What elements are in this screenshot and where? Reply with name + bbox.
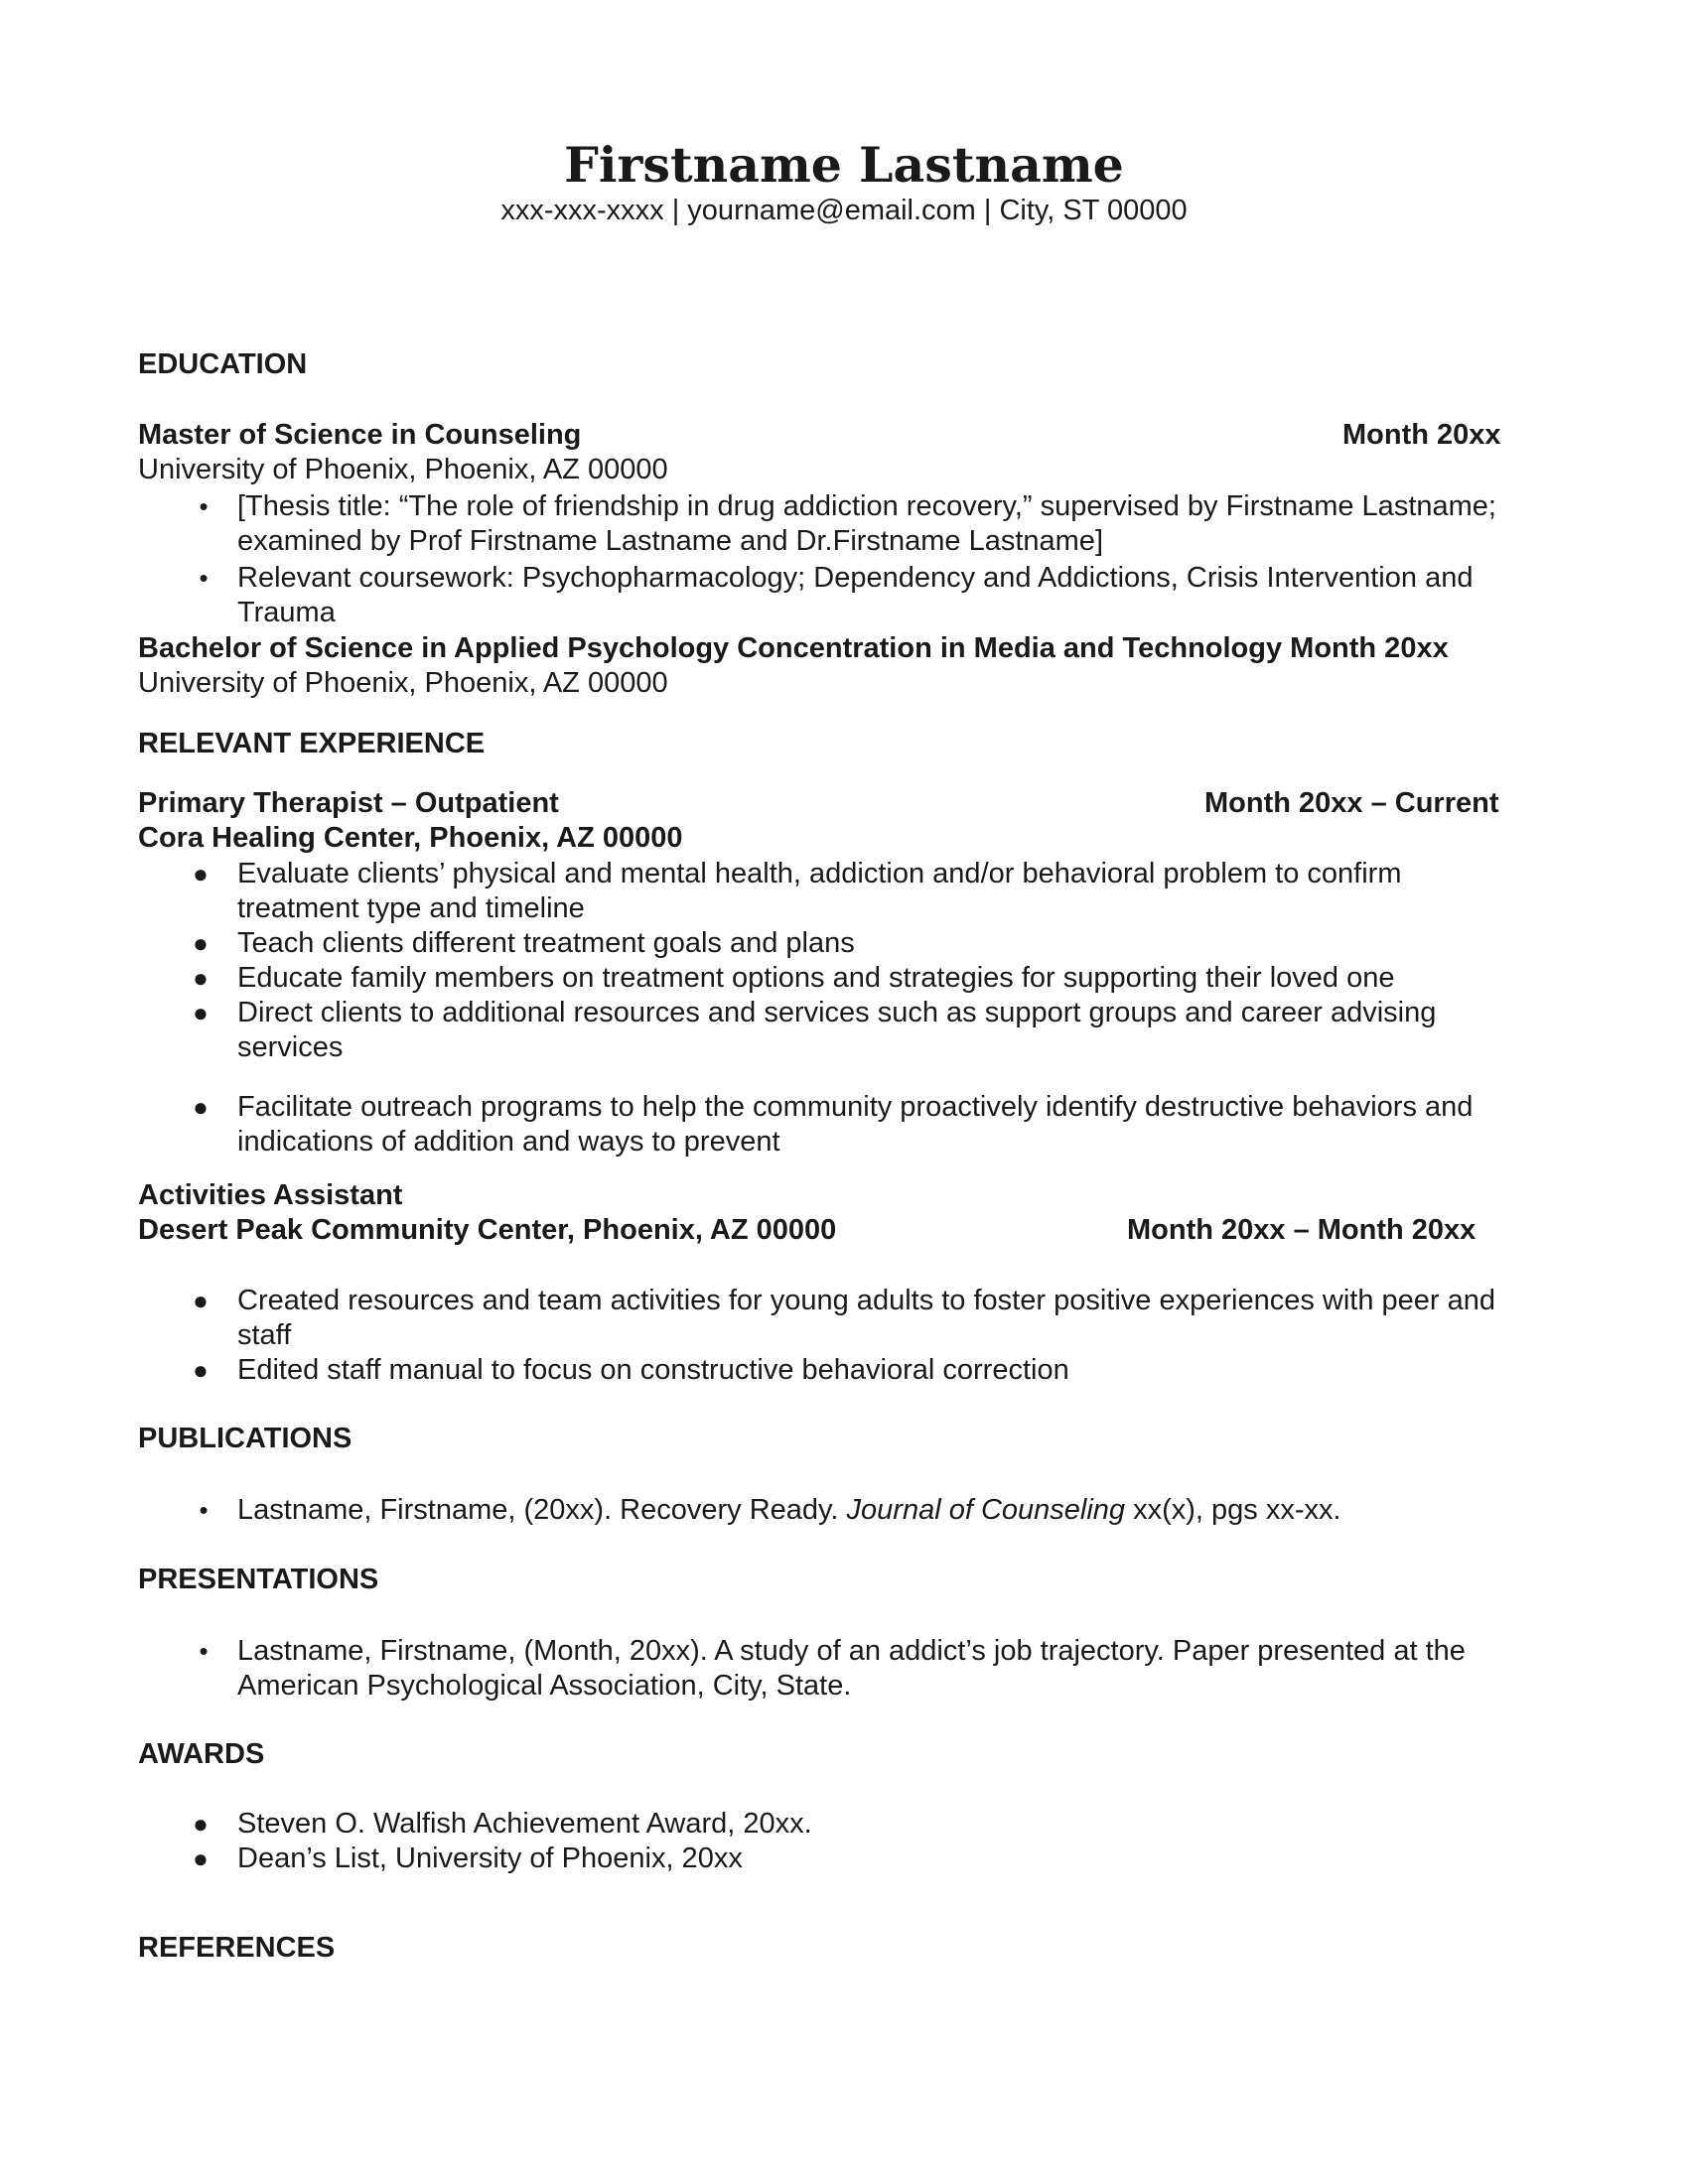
job1-bullet: Evaluate clients’ physical and mental health, addiction and/or behavioral problem to confirm treatment type and timeline bbox=[237, 858, 1402, 924]
job1-bullet: Direct clients to additional resources and services such as support groups and career advising services bbox=[237, 997, 1437, 1063]
candidate-name: Firstname Lastname bbox=[564, 136, 1124, 194]
job1-org: Cora Healing Center, Phoenix, AZ 00000 bbox=[138, 822, 683, 854]
bullet-icon: ● bbox=[193, 928, 209, 958]
contact-line: xxx-xxx-xxxx | yourname@email.com | City, ST 00000 bbox=[500, 195, 1188, 226]
bullet-icon: ● bbox=[193, 963, 209, 993]
publications-heading: PUBLICATIONS bbox=[138, 1423, 352, 1454]
bullet-icon: ● bbox=[193, 1355, 209, 1385]
publication-citation: Lastname, Firstname, (20xx). Recovery Ready. bbox=[237, 1494, 847, 1526]
job2-date: Month 20xx – Month 20xx bbox=[1127, 1214, 1477, 1246]
publication-journal: Journal of Counseling bbox=[846, 1494, 1126, 1526]
degree1-title: Master of Science in Counseling bbox=[138, 419, 582, 451]
job2-bullet: Edited staff manual to focus on constructive behavioral correction bbox=[237, 1354, 1069, 1386]
award-item: Steven O. Walfish Achievement Award, 20xx. bbox=[237, 1808, 812, 1840]
degree1-school: University of Phoenix, Phoenix, AZ 00000 bbox=[138, 454, 668, 485]
job2-org: Desert Peak Community Center, Phoenix, AZ 00000 bbox=[138, 1214, 837, 1246]
degree1-date: Month 20xx bbox=[1342, 419, 1501, 451]
experience-heading: RELEVANT EXPERIENCE bbox=[138, 728, 486, 759]
job1-bullet: Teach clients different treatment goals and plans bbox=[237, 927, 855, 959]
degree1-bullet: Relevant coursework: Psychopharmacology; Dependency and Addictions, Crisis Intervention and Trauma bbox=[237, 562, 1474, 628]
publication-volume: xx(x), pgs xx-xx. bbox=[1125, 1494, 1341, 1526]
bullet-icon: ● bbox=[193, 1092, 209, 1122]
degree2-title: Bachelor of Science in Applied Psychology Concentration in Media and Technology Month 20xx bbox=[138, 632, 1449, 664]
job1-date: Month 20xx – Current bbox=[1204, 787, 1499, 819]
bullet-icon: ● bbox=[193, 1843, 209, 1873]
education-heading: EDUCATION bbox=[138, 348, 308, 380]
job2-title: Activities Assistant bbox=[138, 1179, 403, 1211]
references-heading: REFERENCES bbox=[138, 1932, 336, 1964]
bullet-icon: ● bbox=[193, 1286, 209, 1315]
awards-heading: AWARDS bbox=[138, 1738, 265, 1770]
award-item: Dean’s List, University of Phoenix, 20xx bbox=[237, 1843, 743, 1874]
job1-bullet: Educate family members on treatment options and strategies for supporting their loved one bbox=[237, 962, 1395, 994]
degree1-bullet: [Thesis title: “The role of friendship in drug addiction recovery,” supervised by Firstname Lastname; examined by Prof Firstname Lastname and Dr.Firstname Lastname] bbox=[237, 490, 1496, 557]
bullet-icon: • bbox=[199, 1495, 209, 1525]
bullet-icon: • bbox=[199, 491, 209, 521]
publication-item bbox=[237, 1493, 1528, 1528]
degree2-school: University of Phoenix, Phoenix, AZ 00000 bbox=[138, 667, 668, 699]
presentations-heading: PRESENTATIONS bbox=[138, 1564, 379, 1595]
bullet-icon: • bbox=[199, 1636, 209, 1666]
job1-title: Primary Therapist – Outpatient bbox=[138, 787, 559, 819]
presentation-item: Lastname, Firstname, (Month, 20xx). A study of an addict’s job trajectory. Paper presented at the American Psychological Association, City, State. bbox=[237, 1635, 1466, 1702]
bullet-icon: ● bbox=[193, 1809, 209, 1839]
job1-bullet: Facilitate outreach programs to help the community proactively identify destructive behaviors and indications of addition and ways to prevent bbox=[237, 1091, 1474, 1158]
job2-bullet: Created resources and team activities for young adults to foster positive experiences with peer and staff bbox=[237, 1285, 1496, 1351]
bullet-icon: • bbox=[199, 563, 209, 593]
bullet-icon: ● bbox=[193, 998, 209, 1027]
bullet-icon: ● bbox=[193, 859, 209, 888]
